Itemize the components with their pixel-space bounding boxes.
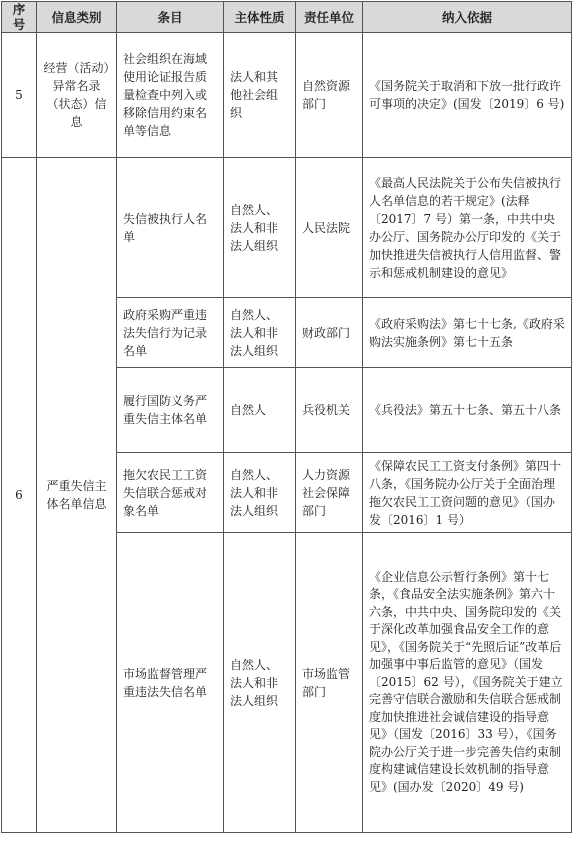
header-responsible-unit: 责任单位 (296, 2, 363, 33)
table-row (2, 158, 572, 298)
row-info-type: 经营（活动）异常名录（状态）信息 (37, 33, 117, 158)
row-item: 政府采购严重违法失信行为记录名单 (117, 298, 224, 368)
row-subject-nature: 自然人、法人和非法人组织 (224, 158, 296, 298)
row-responsible-unit: 人民法院 (296, 158, 363, 298)
row-responsible-unit: 兵役机关 (296, 368, 363, 453)
row-seq: 5 (2, 33, 37, 158)
row-basis: 《政府采购法》第七十七条,《政府采购法实施条例》第七十五条 (363, 298, 572, 368)
header-info-type: 信息类别 (37, 2, 117, 33)
row-responsible-unit: 人力资源社会保障部门 (296, 453, 363, 533)
row-subject-nature: 法人和其他社会组织 (224, 33, 296, 158)
row-basis: 《国务院关于取消和下放一批行政许可事项的决定》(国发〔2019〕6 号) (363, 33, 572, 158)
row-item: 拖欠农民工工资失信联合惩戒对象名单 (117, 453, 224, 533)
row-subject-nature: 自然人、法人和非法人组织 (224, 453, 296, 533)
table-row (2, 33, 572, 158)
header-basis: 纳入依据 (363, 2, 572, 33)
row-item: 市场监督管理严重违法失信名单 (117, 533, 224, 833)
table-header-row (2, 2, 572, 33)
row-subject-nature: 自然人、法人和非法人组织 (224, 533, 296, 833)
row-item: 社会组织在海域使用论证报告质量检查中列入或移除信用约束名单等信息 (117, 33, 224, 158)
header-item: 条目 (117, 2, 224, 33)
row-basis: 《企业信息公示暂行条例》第十七条，《食品安全法实施条例》第六十六条，中共中央、国务院印发的《关于深化改革加强食品安全工作的意见》，《国务院关于“先照后证”改革后加强事中事后监管的意见》（国发〔2015〕62 号），《国务院关于建立完善守信联合激励和失信联合惩戒制度加快推进社会诚信建设的指导意见》（国发〔2016〕33 号），《国务院办公厅关于进一步完善失信约束制度构建诚信建设长效机制的指导意见》(国办发〔2020〕49 号) (363, 533, 572, 833)
row-basis: 《兵役法》第五十七条、第五十八条 (363, 368, 572, 453)
row-responsible-unit: 市场监管部门 (296, 533, 363, 833)
row-subject-nature: 自然人、法人和非法人组织 (224, 298, 296, 368)
row-item: 履行国防义务严重失信主体名单 (117, 368, 224, 453)
row-subject-nature: 自然人 (224, 368, 296, 453)
row-item: 失信被执行人名单 (117, 158, 224, 298)
row-basis: 《保障农民工工资支付条例》第四十八条，《国务院办公厅关于全面治理拖欠农民工工资问题的意见》（国办发〔2016〕1 号） (363, 453, 572, 533)
row-basis: 《最高人民法院关于公布失信被执行人名单信息的若干规定》(法释〔2017〕7 号）第一条，中共中央办公厅、国务院办公厅印发的《关于加快推进失信被执行人信用监督、警示和惩戒机制建设的意见》 (363, 158, 572, 298)
row-seq: 6 (2, 158, 37, 833)
header-subject-nature: 主体性质 (224, 2, 296, 33)
row-responsible-unit: 自然资源部门 (296, 33, 363, 158)
row-info-type: 严重失信主体名单信息 (37, 158, 117, 833)
header-seq: 序号 (2, 2, 37, 33)
credit-info-table (1, 1, 572, 833)
row-responsible-unit: 财政部门 (296, 298, 363, 368)
